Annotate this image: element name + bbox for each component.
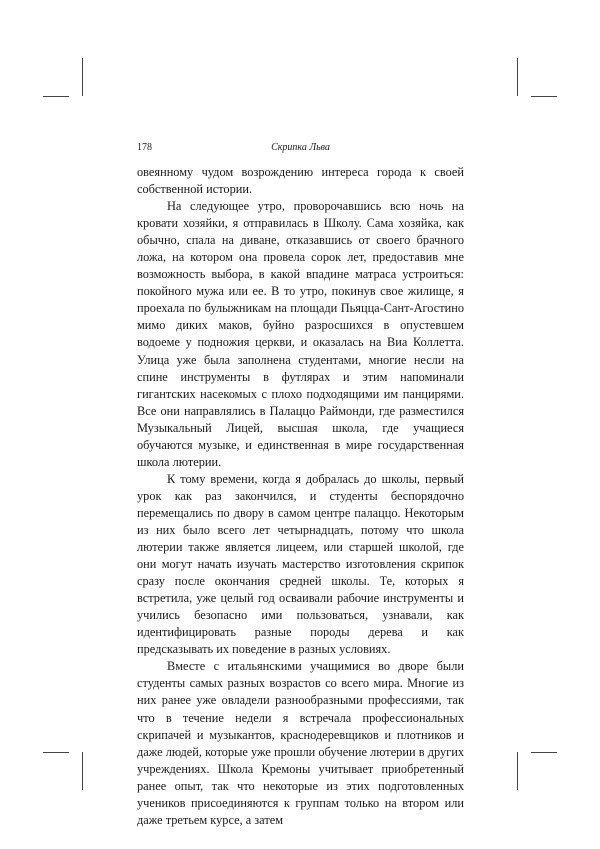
crop-mark-top-right xyxy=(517,58,518,96)
running-head xyxy=(137,142,464,156)
page-number: 178 xyxy=(137,142,152,153)
paragraph: К тому времени, когда я добралась до школы, первый урок как раз закончился, и студенты беспорядочно перемещались по двору в самом центре палаццо. Некоторым из них было всего лет четырнадцать, потому что школа лютерии также является лицеем, или старшей школой, где они могут начать изучать мастерство изготовления скрипок сразу после окончания средней школы. Те, которых я встретила, уже целый год осваивали рабочие инструменты и учились безопасно ими пользоваться, узнавали, как идентифицировать разные породы дерева и как предсказывать их поведение в разных условиях. xyxy=(137,471,464,657)
crop-mark-top-left xyxy=(82,58,83,96)
body-text xyxy=(137,164,464,829)
crop-mark-bottom-left-horizontal xyxy=(43,752,69,753)
paragraph: На следующее утро, проворочавшись всю ночь на кровати хозяйки, я отправилась в Школу. Сама хозяйка, как обычно, спала на диване, отказавшись от своего брачного ложа, на котором она провела сорок лет, предоставив мне возможность выбора, в какой впадине матраса устроиться: покойного мужа или ее. В то утро, покинув свое жилище, я проехала по булыжникам на площади Пьяцца-Сант-Агостино мимо диких маков, буйно разросшихся в опустевшем водоеме у подножия церкви, и оказалась на Виа Коллетта. Улица уже была заполнена студентами, многие несли на спине инструменты в футлярах и этим напоминали гигантских насекомых с плохо подходящими им панцирями. Все они направлялись в Палаццо Раймонди, где разместился Музыкальный Лицей, высшая школа, где учащиеся обучаются музыке, и единственная в мире государственная школа лютерии. xyxy=(137,199,464,469)
paragraph-continuation: овеянному чудом возрождению интереса города к своей собственной истории. xyxy=(137,165,464,197)
crop-mark-bottom-left xyxy=(82,752,83,790)
crop-mark-top-right-horizontal xyxy=(531,96,557,97)
running-title: Скрипка Льва xyxy=(271,142,330,153)
crop-mark-top-left-horizontal xyxy=(43,96,69,97)
crop-mark-bottom-right-horizontal xyxy=(531,752,557,753)
crop-mark-bottom-right xyxy=(517,752,518,790)
paragraph: Вместе с итальянскими учащимися во дворе были студенты самых разных возрастов со всего мира. Многие из них ранее уже овладели разнообразными профессиями, так что в течение недели я встречала профессиональных скрипачей и музыкантов, краснодеревщиков и плотников и даже людей, которые уже прошли обучение лютерии в других учреждениях. Школа Кремоны учитывает приобретенный ранее опыт, так что некоторые из этих подготовленных учеников присоединяются к группам только на втором или даже третьем курсе, а затем xyxy=(137,659,464,827)
